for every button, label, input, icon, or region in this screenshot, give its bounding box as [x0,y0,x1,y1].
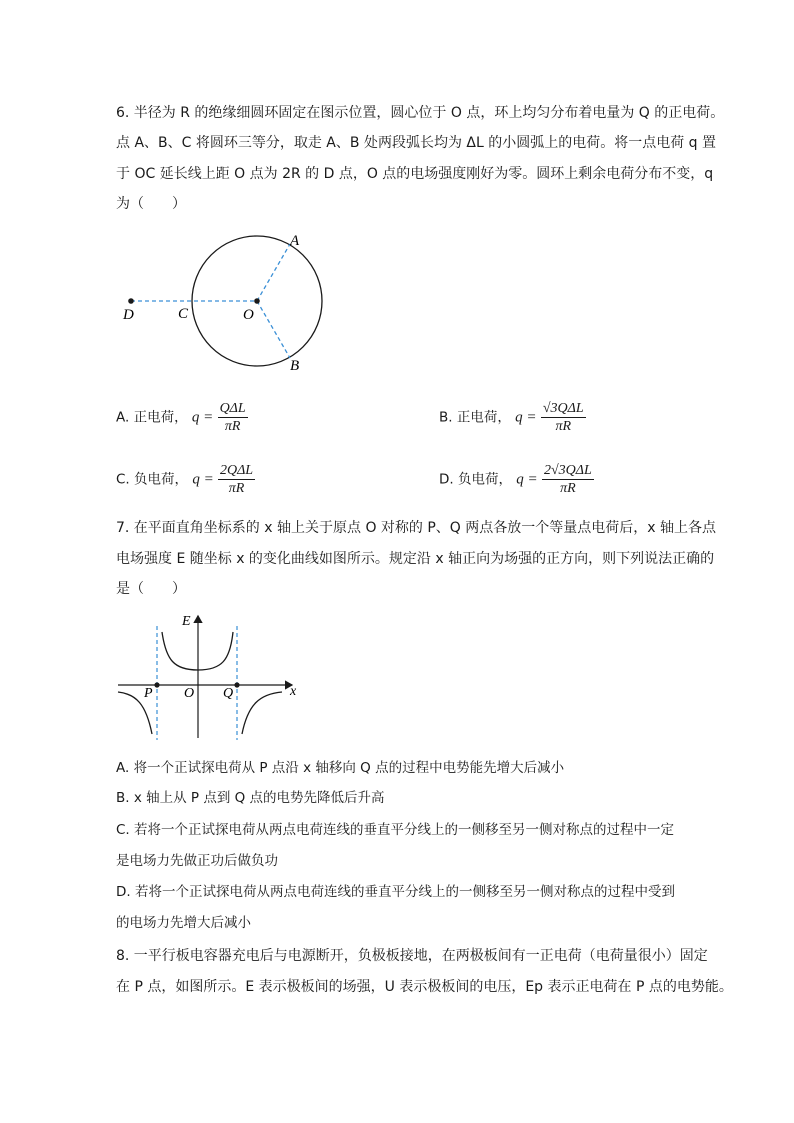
label-x: x [290,684,297,699]
option-d-lhs: q = [516,471,538,488]
q6-ring-figure [110,225,340,380]
q6-option-c[interactable] [116,462,255,497]
option-d-numerator: 2√3QΔL [543,463,592,478]
option-b-lhs: q = [515,409,537,426]
dashed-oa [257,244,290,301]
q7-option-b[interactable]: B. x 轴上从 P 点到 Q 点的电势先降低后升高 [116,790,385,806]
q7-line-3: 是（ ） [116,581,186,597]
label-e: E [182,614,191,629]
dashed-ob [257,301,290,358]
q6-line-2: 点 A、B、C 将圆环三等分，取走 A、B 处两段弧长均为 ΔL 的小圆弧上的电荷。将一点电荷 q 置 [116,135,717,151]
option-c-fraction [218,462,255,497]
q7-option-a[interactable]: A. 将一个正试探电荷从 P 点沿 x 轴移向 Q 点的过程中电势能先增大后减小 [116,760,565,776]
label-b: B [290,358,300,374]
label-d: D [123,307,134,323]
q7-option-d-line-1[interactable]: D. 若将一个正试探电荷从两点电荷连线的垂直平分线上的一侧移至另一侧对称点的过程中受到 [116,884,675,900]
q7-option-c-line-1[interactable]: C. 若将一个正试探电荷从两点电荷连线的垂直平分线上的一侧移至另一侧对称点的过程中一定 [116,822,675,838]
q6-option-b[interactable] [439,400,586,435]
option-d-fraction [542,462,594,497]
q6-option-d[interactable] [439,462,594,497]
option-d-label: D. 负电荷， [439,471,512,488]
point-d [128,298,134,304]
point-o [254,298,260,304]
q6-line-4: 为（ ） [116,196,186,212]
q8-line-2: 在 P 点，如图所示。E 表示极板间的场强，U 表示极板间的电压，Ep 表示正电荷在 P 点的电势能。 [116,979,733,995]
option-a-label: A. 正电荷， [116,409,188,426]
label-o: O [243,307,254,323]
option-a-denominator: πR [224,419,241,434]
q7-option-c-line-2: 是电场力先做正功后做负功 [116,853,278,869]
q6-option-a[interactable] [116,400,248,435]
option-a-lhs: q = [191,409,214,426]
option-c-numerator: 2QΔL [219,463,254,478]
q7-field-graph [112,608,307,743]
q6-line-3: 于 OC 延长线上距 O 点为 2R 的 D 点，O 点的电场强度刚好为零。圆环上剩余电荷分布不变，q [116,166,714,182]
option-b-denominator: πR [555,419,572,434]
q7-line-1: 7. 在平面直角坐标系的 x 轴上关于原点 O 对称的 P、Q 两点各放一个等量点电荷后，x 轴上各点 [116,520,717,536]
q7-option-d-line-2: 的电场力先增大后减小 [116,915,251,931]
option-a-fraction [218,400,248,435]
option-b-fraction [541,400,586,435]
option-a-numerator: QΔL [219,401,246,416]
label-a: A [290,233,300,249]
option-c-label: C. 负电荷， [116,471,189,488]
option-b-numerator: √3QΔL [542,401,584,416]
q6-line-1: 6. 半径为 R 的绝缘细圆环固定在图示位置，圆心位于 O 点，环上均匀分布着电量为 Q 的正电荷。 [116,105,725,121]
label-c: C [178,306,189,322]
q7-line-2: 电场强度 E 随坐标 x 的变化曲线如图所示。规定沿 x 轴正向为场强的正方向，则下列说法正确的 [116,551,715,567]
point-p [154,682,159,687]
option-d-denominator: πR [560,481,576,496]
curve-right [242,692,282,734]
q8-line-1: 8. 一平行板电容器充电后与电源断开，负极板接地，在两极板间有一正电荷（电荷量很小）固定 [116,948,708,964]
point-q [234,682,239,687]
label-p: P [144,686,153,701]
option-b-label: B. 正电荷， [439,409,511,426]
label-q: Q [223,686,234,701]
option-c-denominator: πR [228,481,245,496]
option-c-lhs: q = [192,471,214,488]
label-o: O [184,686,195,701]
